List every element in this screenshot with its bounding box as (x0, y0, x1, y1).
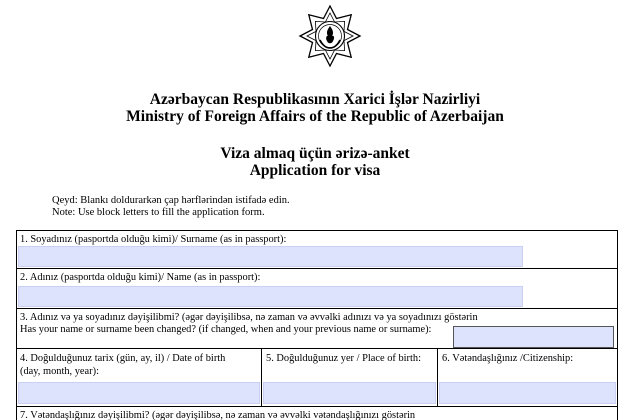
row-surname (17, 231, 617, 269)
citizenship-change-label: 7. Vətəndaşlığınız dəyişilibmi? (əgər dəyişilibsə, nə zaman və əvvəlki vətəndaşlığınızı göstərin (20, 410, 416, 420)
row-name-change (17, 309, 617, 349)
citizenship-label: 6. Vətəndaşlığınız /Citizenship: (442, 353, 574, 364)
ministry-name-az: Azərbaycan Respublikasının Xarici İşlər Nazirliyi (149, 91, 481, 108)
name-input[interactable] (18, 286, 523, 307)
note-en: Note: Use block letters to fill the application form. (52, 207, 265, 218)
name-label: 2. Adınız (pasportda olduğu kimi)/ Name (as in passport): (20, 272, 261, 283)
column-divider (261, 349, 262, 406)
place-of-birth-input[interactable] (263, 382, 436, 404)
application-form (16, 230, 618, 420)
surname-input[interactable] (18, 246, 523, 267)
form-title-en: Application for visa (249, 162, 381, 179)
name-change-label-az: 3. Adınız və ya soyadınız dəyişilibmi? (əgər dəyişilibsə, nə zaman və əvvəlki adınızı və ya soyadınızı göstərin (20, 312, 478, 323)
row-name (17, 269, 617, 309)
emblem-flame (326, 26, 334, 43)
date-of-birth-label-2: (day, month, year): (20, 366, 99, 377)
name-change-label-en: Has your name or surname been changed? (if changed, when and your previous name or surname): (20, 324, 432, 335)
row-citizenship-change (17, 407, 617, 420)
row-birth-citizenship (17, 349, 617, 407)
date-of-birth-input[interactable] (18, 382, 260, 404)
place-of-birth-label: 5. Doğulduğunuz yer / Place of birth: (266, 353, 421, 364)
column-divider (437, 349, 438, 406)
ministry-name-en: Ministry of Foreign Affairs of the Republic of Azerbaijan (126, 108, 504, 125)
name-change-input[interactable] (453, 326, 614, 348)
surname-label: 1. Soyadınız (pasportda olduğu kimi)/ Surname (as in passport): (20, 234, 287, 245)
form-title-az: Viza almaq üçün ərizə-anket (220, 145, 410, 162)
citizenship-input[interactable] (439, 382, 616, 404)
date-of-birth-label: 4. Doğulduğunuz tarix (gün, ay, il) / Date of birth (20, 353, 226, 364)
note-az: Qeyd: Blankı doldurarkən çap hərflərindən istifadə edin. (52, 195, 290, 206)
azerbaijan-state-emblem-icon (298, 4, 362, 68)
